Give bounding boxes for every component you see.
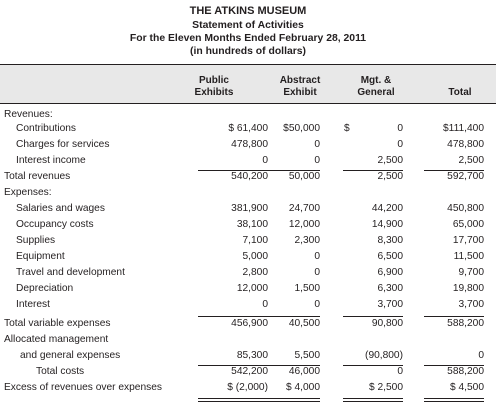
- subtotal-underline: [343, 170, 403, 171]
- double-underline: [198, 401, 268, 402]
- subtotal-underline: [266, 316, 320, 317]
- double-underline: [424, 401, 484, 402]
- cell-excess-of-revenues-over-expenses-col2: $ 2,500: [369, 382, 403, 393]
- cell-supplies-col1: 2,300: [294, 235, 320, 246]
- cell-excess-of-revenues-over-expenses-col0: $ (2,000): [227, 382, 268, 393]
- header-top-rule: [0, 64, 496, 65]
- row-label-salaries-and-wages: Salaries and wages: [16, 203, 105, 214]
- row-label-excess-of-revenues-over-expenses: Excess of revenues over expenses: [4, 382, 162, 393]
- column-header-mgt-general: [341, 75, 411, 98]
- double-underline: [266, 401, 320, 402]
- cell-salaries-and-wages-col2: 44,200: [371, 203, 403, 214]
- subtotal-underline: [198, 170, 268, 171]
- cell-interest-col3: 3,700: [458, 299, 484, 310]
- cell-total-revenues-col2: 2,500: [377, 171, 403, 182]
- cell-interest-income-col3: 2,500: [458, 155, 484, 166]
- cell-supplies-col2: 8,300: [377, 235, 403, 246]
- cell-interest-col0: 0: [262, 299, 268, 310]
- subtotal-underline: [266, 170, 320, 171]
- cell-occupancy-costs-col3: 65,000: [452, 219, 484, 230]
- cell-total-variable-expenses-col3: 588,200: [447, 318, 484, 329]
- cell-salaries-and-wages-col0: 381,900: [231, 203, 268, 214]
- cell-total-revenues-col0: 540,200: [231, 171, 268, 182]
- double-underline: [266, 398, 320, 399]
- cell-occupancy-costs-col1: 12,000: [288, 219, 320, 230]
- column-header-line2: Exhibit: [283, 86, 317, 98]
- subtotal-underline: [343, 316, 403, 317]
- row-label-equipment: Equipment: [16, 251, 65, 262]
- cell-and-general-expenses-col3: 0: [478, 350, 484, 361]
- double-underline: [424, 398, 484, 399]
- double-underline: [343, 398, 403, 399]
- cell-equipment-col2: 6,500: [377, 251, 403, 262]
- cell-depreciation-col1: 1,500: [294, 283, 320, 294]
- cell-and-general-expenses-col1: 5,500: [294, 350, 320, 361]
- cell-total-costs-col0: 542,200: [231, 366, 268, 377]
- cell-total-variable-expenses-col1: 40,500: [288, 318, 320, 329]
- cell-total-revenues-col3: 592,700: [447, 171, 484, 182]
- cell-charges-for-services-col2: 0: [397, 139, 403, 150]
- column-header-line2: Total: [448, 87, 472, 98]
- row-label-and-general-expenses: and general expenses: [20, 350, 121, 361]
- subtotal-underline: [424, 170, 484, 171]
- cell-total-costs-col3: 588,200: [447, 366, 484, 377]
- cell-equipment-col3: 11,500: [453, 251, 484, 262]
- cell-supplies-col3: 17,700: [452, 235, 484, 246]
- statement-subtitle: Statement of Activities: [192, 20, 304, 31]
- subtotal-underline: [198, 316, 268, 317]
- cell-total-costs-col2: 0: [397, 366, 403, 377]
- column-header-line1: Public: [198, 75, 229, 86]
- row-label-allocated-management: Allocated management: [4, 334, 109, 345]
- cell-charges-for-services-col0: 478,800: [231, 139, 268, 150]
- row-label-contributions: Contributions: [16, 123, 77, 134]
- statement-title: THE ATKINS MUSEUM: [189, 5, 307, 17]
- cell-charges-for-services-col3: 478,800: [447, 139, 484, 150]
- column-header-line2: General: [357, 86, 395, 98]
- cell-excess-of-revenues-over-expenses-col3: $ 4,500: [450, 382, 484, 393]
- cell-depreciation-col0: 12,000: [236, 283, 268, 294]
- cell-contributions-col2: 0: [397, 123, 403, 134]
- column-header-total: [425, 87, 495, 99]
- cell-supplies-col0: 7,100: [242, 235, 268, 246]
- column-header-line1: Mgt. &: [360, 75, 392, 86]
- row-label-interest: Interest: [16, 299, 50, 310]
- cell-contributions-col3: $111,400: [443, 123, 484, 134]
- header-bottom-rule: [0, 103, 496, 104]
- cell-interest-col1: 0: [314, 299, 320, 310]
- column-header-line1: Abstract: [279, 75, 321, 86]
- cell-travel-and-development-col2: 6,900: [377, 267, 403, 278]
- column-header-abstract-exhibit: [265, 75, 335, 98]
- row-label-supplies: Supplies: [16, 235, 56, 246]
- row-label-expenses: Expenses:: [4, 187, 52, 198]
- cell-interest-col2: 3,700: [377, 299, 403, 310]
- row-label-total-costs: Total costs: [36, 366, 85, 377]
- row-label-charges-for-services: Charges for services: [16, 139, 110, 150]
- subtotal-underline: [266, 365, 320, 366]
- subtotal-underline: [343, 365, 403, 366]
- cell-occupancy-costs-col2: 14,900: [371, 219, 403, 230]
- row-label-occupancy-costs: Occupancy costs: [16, 219, 94, 230]
- cell-equipment-col1: 0: [314, 251, 320, 262]
- cell-and-general-expenses-col2: (90,800): [365, 350, 403, 361]
- dollar-sign: $: [344, 123, 350, 134]
- cell-travel-and-development-col1: 0: [314, 267, 320, 278]
- cell-contributions-col0: $ 61,400: [228, 123, 268, 134]
- cell-salaries-and-wages-col1: 24,700: [288, 203, 320, 214]
- cell-interest-income-col2: 2,500: [377, 155, 403, 166]
- cell-charges-for-services-col1: 0: [314, 139, 320, 150]
- cell-total-revenues-col1: 50,000: [288, 171, 320, 182]
- row-label-total-revenues: Total revenues: [4, 171, 71, 182]
- cell-travel-and-development-col3: 9,700: [458, 267, 484, 278]
- cell-salaries-and-wages-col3: 450,800: [447, 203, 484, 214]
- cell-interest-income-col1: 0: [314, 155, 320, 166]
- cell-and-general-expenses-col0: 85,300: [236, 350, 268, 361]
- cell-travel-and-development-col0: 2,800: [242, 267, 268, 278]
- double-underline: [198, 398, 268, 399]
- column-header-line2: Exhibits: [194, 86, 234, 98]
- cell-interest-income-col0: 0: [262, 155, 268, 166]
- double-underline: [343, 401, 403, 402]
- row-label-travel-and-development: Travel and development: [16, 267, 125, 278]
- row-label-interest-income: Interest income: [16, 155, 86, 166]
- row-label-depreciation: Depreciation: [16, 283, 74, 294]
- cell-total-variable-expenses-col0: 456,900: [231, 318, 268, 329]
- cell-occupancy-costs-col0: 38,100: [236, 219, 268, 230]
- subtotal-underline: [424, 316, 484, 317]
- cell-equipment-col0: 5,000: [242, 251, 268, 262]
- statement-period: For the Eleven Months Ended February 28, 2011: [129, 33, 367, 44]
- row-label-total-variable-expenses: Total variable expenses: [4, 318, 111, 329]
- cell-total-variable-expenses-col2: 90,800: [371, 318, 403, 329]
- column-header-public-exhibits: [179, 75, 249, 98]
- cell-depreciation-col2: 6,300: [377, 283, 403, 294]
- cell-contributions-col1: $50,000: [283, 123, 320, 134]
- statement-units: (in hundreds of dollars): [189, 46, 307, 57]
- cell-depreciation-col3: 19,800: [452, 283, 484, 294]
- cell-total-costs-col1: 46,000: [288, 366, 320, 377]
- cell-excess-of-revenues-over-expenses-col1: $ 4,000: [286, 382, 320, 393]
- row-label-revenues: Revenues:: [4, 109, 53, 120]
- subtotal-underline: [198, 365, 268, 366]
- subtotal-underline: [424, 365, 484, 366]
